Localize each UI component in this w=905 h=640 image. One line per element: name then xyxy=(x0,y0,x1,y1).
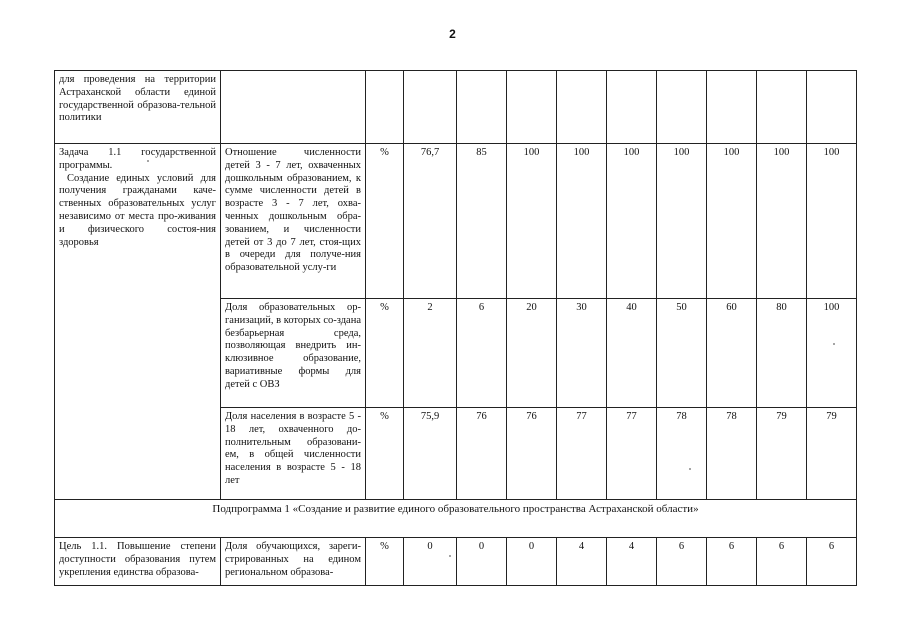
subprogram-row xyxy=(55,500,857,538)
task-body: Создание единых условий для получения гражданами каче-ственных образовательных услуг независимо от места про-живания и физического состоя-ния здоровья xyxy=(59,172,216,248)
scan-speck xyxy=(833,343,835,345)
indicator-value: 6 xyxy=(757,538,807,586)
empty-cell xyxy=(657,71,707,144)
indicator-value: 4 xyxy=(557,538,607,586)
indicator-value: 0 xyxy=(457,538,507,586)
indicator-unit: % xyxy=(366,538,404,586)
page-number: 2 xyxy=(449,27,456,41)
indicator-value: 40 xyxy=(607,299,657,408)
indicator-value: 2 xyxy=(404,299,457,408)
scan-speck xyxy=(449,555,451,557)
indicator-value: 75,9 xyxy=(404,408,457,500)
task-title: Задача 1.1 государственной программы. xyxy=(59,147,216,171)
scan-speck xyxy=(147,160,149,162)
indicator-value: 6 xyxy=(657,538,707,586)
indicator-value: 100 xyxy=(507,144,557,299)
indicator-value: 76 xyxy=(507,408,557,500)
indicator-value: 100 xyxy=(607,144,657,299)
indicators-table xyxy=(54,70,857,586)
empty-cell xyxy=(557,71,607,144)
indicator-value: 4 xyxy=(607,538,657,586)
indicator-value: 50 xyxy=(657,299,707,408)
indicator-value: 76 xyxy=(457,408,507,500)
subprogram-heading: Подпрограмма 1 «Создание и развитие единого образовательного пространства Астраханской области» xyxy=(55,500,857,538)
empty-cell xyxy=(507,71,557,144)
indicator-text: Отношение численности детей 3 - 7 лет, охваченных дошкольным образованием, к сумме численности детей в возрасте 3 - 7 лет, охва-ченных дошкольным обра-зованием, и численности детей от 3 до 7 лет, стоя-щих в очереди для получе-ния образовательной услу-ги xyxy=(221,144,366,299)
scan-speck xyxy=(689,468,691,470)
indicator-value: 77 xyxy=(557,408,607,500)
indicator-value: 6 xyxy=(457,299,507,408)
indicator-text: Доля образовательных ор-ганизаций, в которых со-здана безбарьерная среда, позволяющая внедрить ин-клюзивное образование, вариативные формы для детей с ОВЗ xyxy=(221,299,366,408)
indicator-text: Доля обучающихся, зареги-стрированных на едином региональном образова- xyxy=(221,538,366,586)
indicator-value: 76,7 xyxy=(404,144,457,299)
task-cell xyxy=(55,144,221,500)
empty-cell xyxy=(221,71,366,144)
indicator-value: 60 xyxy=(707,299,757,408)
empty-cell xyxy=(404,71,457,144)
indicator-value: 85 xyxy=(457,144,507,299)
indicator-value: 78 xyxy=(657,408,707,500)
indicator-value: 0 xyxy=(404,538,457,586)
indicator-value: 79 xyxy=(807,408,857,500)
goal-continuation-cell: для проведения на территории Астраханской области единой государственной образова-тельной политики xyxy=(55,71,221,144)
indicator-value: 6 xyxy=(707,538,757,586)
indicator-value: 77 xyxy=(607,408,657,500)
indicator-value: 100 xyxy=(757,144,807,299)
empty-cell xyxy=(607,71,657,144)
table-row xyxy=(55,538,857,586)
table-row-intro xyxy=(55,71,857,144)
empty-cell xyxy=(707,71,757,144)
indicator-unit: % xyxy=(366,299,404,408)
empty-cell xyxy=(457,71,507,144)
indicator-unit: % xyxy=(366,408,404,500)
table-row xyxy=(55,144,857,299)
indicator-value: 0 xyxy=(507,538,557,586)
goal-cell: Цель 1.1. Повышение степени доступности образования путем укрепления единства образова- xyxy=(55,538,221,586)
indicator-text: Доля населения в возрасте 5 - 18 лет, охваченного до-полнительным образовани-ем, в общей численности населения в возрасте 5 - 18 лет xyxy=(221,408,366,500)
empty-cell xyxy=(757,71,807,144)
indicator-value: 100 xyxy=(557,144,607,299)
indicator-value: 80 xyxy=(757,299,807,408)
empty-cell xyxy=(366,71,404,144)
indicator-value: 78 xyxy=(707,408,757,500)
indicator-value: 100 xyxy=(707,144,757,299)
indicator-value: 100 xyxy=(807,144,857,299)
indicator-value: 79 xyxy=(757,408,807,500)
indicator-unit: % xyxy=(366,144,404,299)
indicator-value: 20 xyxy=(507,299,557,408)
empty-cell xyxy=(807,71,857,144)
indicator-value: 100 xyxy=(657,144,707,299)
indicator-value: 100 xyxy=(807,299,857,408)
indicator-value: 6 xyxy=(807,538,857,586)
indicator-value: 30 xyxy=(557,299,607,408)
